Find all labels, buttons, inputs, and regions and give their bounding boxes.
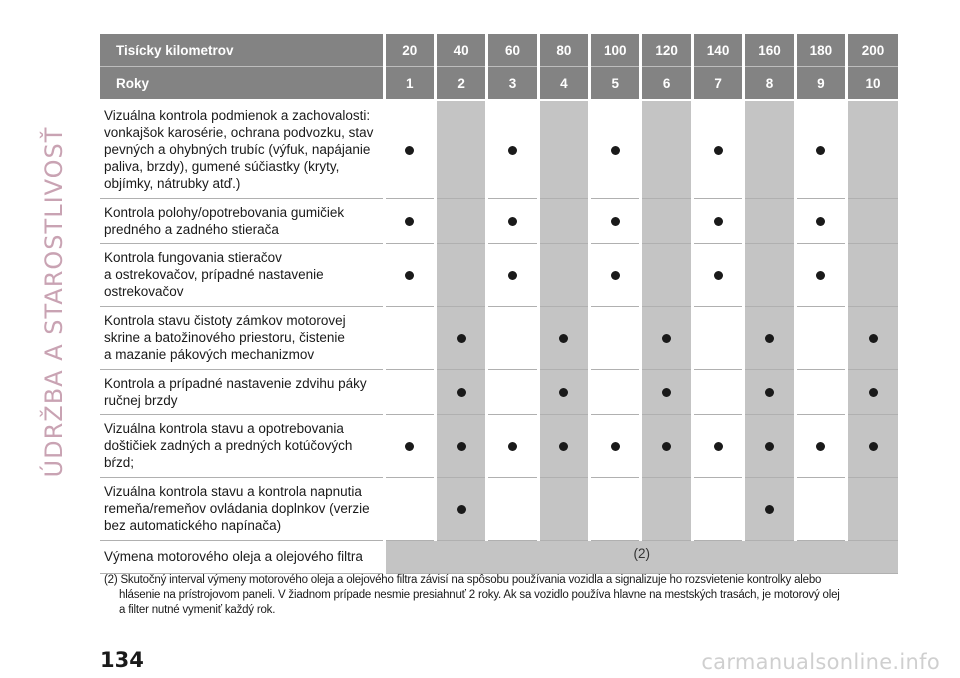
schedule-cell <box>641 243 692 306</box>
schedule-cell <box>744 369 795 414</box>
check-dot-icon <box>457 388 466 397</box>
check-dot-icon <box>508 271 517 280</box>
km-header-label: Tisícky kilometrov <box>100 34 384 67</box>
schedule-cell <box>590 243 641 306</box>
km-header-cell: 180 <box>795 34 846 67</box>
year-header-cell: 2 <box>435 67 486 101</box>
row-description: Výmena motorového oleja a olejového filtra <box>100 540 384 573</box>
schedule-cell <box>847 369 898 414</box>
check-dot-icon <box>611 442 620 451</box>
schedule-cell <box>590 477 641 540</box>
year-header-cell: 10 <box>847 67 898 101</box>
schedule-cell <box>692 100 743 198</box>
km-header-cell: 200 <box>847 34 898 67</box>
schedule-cell <box>641 477 692 540</box>
schedule-cell <box>590 369 641 414</box>
row-description-line: paliva, brzdy), gumené súčiastky (kryty, <box>104 158 340 174</box>
schedule-cell <box>384 198 435 243</box>
schedule-cell <box>692 369 743 414</box>
schedule-cell <box>384 100 435 198</box>
schedule-cell <box>538 100 589 198</box>
schedule-cell <box>538 306 589 369</box>
schedule-cell <box>384 306 435 369</box>
schedule-cell <box>590 198 641 243</box>
check-dot-icon <box>405 146 414 155</box>
row-description-line: bez automatického napínača) <box>104 518 282 533</box>
schedule-cell <box>692 477 743 540</box>
check-dot-icon <box>765 442 774 451</box>
check-dot-icon <box>869 388 878 397</box>
row-description-line: ostrekovačov <box>104 284 184 299</box>
row-description-line: objímky, nátrubky atď.) <box>104 175 241 191</box>
km-header-cell: 80 <box>538 34 589 67</box>
row-description-line: bŕzd; <box>104 455 135 470</box>
schedule-cell <box>435 369 486 414</box>
check-dot-icon <box>816 146 825 155</box>
check-dot-icon <box>662 442 671 451</box>
schedule-cell <box>692 306 743 369</box>
check-dot-icon <box>714 271 723 280</box>
schedule-cell <box>435 414 486 477</box>
schedule-cell <box>744 243 795 306</box>
km-header-row <box>100 34 898 67</box>
schedule-cell <box>641 198 692 243</box>
footnote <box>104 573 900 618</box>
check-dot-icon <box>662 388 671 397</box>
row-description-line: a ostrekovačov, prípadné nastavenie <box>104 267 324 282</box>
schedule-cell <box>847 477 898 540</box>
schedule-cell <box>692 198 743 243</box>
check-dot-icon <box>405 271 414 280</box>
check-dot-icon <box>405 217 414 226</box>
schedule-cell <box>435 306 486 369</box>
row-description-line: skrine a batožinového priestoru, čistenie <box>104 330 345 345</box>
km-header-cell: 40 <box>435 34 486 67</box>
check-dot-icon <box>765 505 774 514</box>
schedule-cell <box>795 198 846 243</box>
row-description <box>100 198 384 243</box>
table-row-oil-change <box>100 540 898 573</box>
schedule-cell <box>795 306 846 369</box>
km-header-cell: 20 <box>384 34 435 67</box>
row-description-line: vonkajšok karosérie, ochrana podvozku, stav <box>104 124 374 140</box>
check-dot-icon <box>405 442 414 451</box>
schedule-cell <box>384 477 435 540</box>
table-row <box>100 414 898 477</box>
oil-change-note-cell: (2) <box>384 540 898 573</box>
schedule-cell <box>590 306 641 369</box>
schedule-cell <box>744 100 795 198</box>
schedule-cell <box>487 243 538 306</box>
year-header-cell: 1 <box>384 67 435 101</box>
check-dot-icon <box>559 442 568 451</box>
check-dot-icon <box>611 146 620 155</box>
check-dot-icon <box>611 271 620 280</box>
schedule-cell <box>847 100 898 198</box>
schedule-cell <box>744 414 795 477</box>
schedule-cell <box>847 414 898 477</box>
schedule-cell <box>641 306 692 369</box>
year-header-cell: 5 <box>590 67 641 101</box>
table-row <box>100 100 898 198</box>
check-dot-icon <box>816 442 825 451</box>
schedule-cell <box>384 414 435 477</box>
check-dot-icon <box>662 334 671 343</box>
schedule-cell <box>795 369 846 414</box>
schedule-cell <box>641 100 692 198</box>
year-header-cell: 7 <box>692 67 743 101</box>
schedule-cell <box>538 477 589 540</box>
year-header-cell: 9 <box>795 67 846 101</box>
schedule-cell <box>795 477 846 540</box>
year-header-cell: 3 <box>487 67 538 101</box>
schedule-cell <box>847 243 898 306</box>
schedule-cell <box>538 369 589 414</box>
schedule-cell <box>435 198 486 243</box>
schedule-cell <box>538 243 589 306</box>
check-dot-icon <box>508 442 517 451</box>
year-header-cell: 6 <box>641 67 692 101</box>
table-row <box>100 306 898 369</box>
row-description <box>100 477 384 540</box>
schedule-cell <box>487 100 538 198</box>
check-dot-icon <box>869 334 878 343</box>
check-dot-icon <box>457 505 466 514</box>
schedule-cell <box>538 198 589 243</box>
schedule-cell <box>384 369 435 414</box>
check-dot-icon <box>869 442 878 451</box>
page-number: 134 <box>100 648 144 672</box>
table-row <box>100 198 898 243</box>
km-header-cell: 140 <box>692 34 743 67</box>
schedule-cell <box>744 198 795 243</box>
check-dot-icon <box>714 146 723 155</box>
schedule-cell <box>590 414 641 477</box>
km-header-cell: 160 <box>744 34 795 67</box>
schedule-cell <box>487 414 538 477</box>
year-header-cell: 8 <box>744 67 795 101</box>
check-dot-icon <box>765 388 774 397</box>
row-description <box>100 243 384 306</box>
schedule-cell <box>692 414 743 477</box>
check-dot-icon <box>559 334 568 343</box>
year-header-cell: 4 <box>538 67 589 101</box>
row-description-line: remeňa/remeňov ovládania doplnkov (verzie <box>104 501 370 516</box>
table-row <box>100 477 898 540</box>
row-description <box>100 369 384 414</box>
check-dot-icon <box>611 217 620 226</box>
schedule-cell <box>744 477 795 540</box>
schedule-cell <box>744 306 795 369</box>
schedule-cell <box>487 369 538 414</box>
schedule-cell <box>641 414 692 477</box>
schedule-cell <box>435 100 486 198</box>
schedule-cell <box>384 243 435 306</box>
footnote-line: hlásenie na prístrojovom paneli. V žiadnom prípade nesmie presiahnuť 2 roky. Ak sa vozidlo používa hlavne na mestských trasách, je motorový olej <box>119 589 840 601</box>
check-dot-icon <box>457 334 466 343</box>
row-description-line: predného a zadného stierača <box>104 221 279 237</box>
row-description-line: a mazanie pákových mechanizmov <box>104 347 315 362</box>
schedule-cell <box>487 306 538 369</box>
row-description-line: pevných a ohybných trubíc (výfuk, napájanie <box>104 141 371 157</box>
row-description <box>100 306 384 369</box>
schedule-cell <box>435 477 486 540</box>
check-dot-icon <box>559 388 568 397</box>
row-description-line: Kontrola a prípadné nastavenie zdvihu páky <box>104 375 367 391</box>
km-header-cell: 100 <box>590 34 641 67</box>
schedule-cell <box>435 243 486 306</box>
schedule-cell <box>795 100 846 198</box>
schedule-cell <box>590 100 641 198</box>
table-row <box>100 243 898 306</box>
check-dot-icon <box>508 217 517 226</box>
row-description-line: Vizuálna kontrola stavu a opotrebovania <box>104 421 344 436</box>
row-description-line: doštičiek zadných a predných kotúčových <box>104 438 353 453</box>
check-dot-icon <box>816 271 825 280</box>
schedule-cell <box>641 369 692 414</box>
maintenance-schedule-table <box>100 34 898 574</box>
section-title: ÚDRŽBA A STAROSTLIVOSŤ <box>40 126 68 478</box>
row-description-line: Kontrola polohy/opotrebovania gumičiek <box>104 204 345 220</box>
km-header-cell: 60 <box>487 34 538 67</box>
row-description-line: Vizuálna kontrola stavu a kontrola napnutia <box>104 484 362 499</box>
footnote-line: (2) Skutočný interval výmeny motorového oleja a olejového filtra závisí na spôsobu používania vozidla a signalizuje ho rozsvietenie kontrolky alebo <box>104 574 822 586</box>
schedule-cell <box>538 414 589 477</box>
watermark: carmanualsonline.info <box>701 650 940 674</box>
schedule-cell <box>692 243 743 306</box>
schedule-cell <box>795 243 846 306</box>
row-description <box>100 414 384 477</box>
footnote-line: a filter nutné vymeniť každý rok. <box>119 604 276 616</box>
schedule-cell <box>487 198 538 243</box>
check-dot-icon <box>714 442 723 451</box>
check-dot-icon <box>714 217 723 226</box>
year-header-label: Roky <box>100 67 384 101</box>
check-dot-icon <box>765 334 774 343</box>
check-dot-icon <box>816 217 825 226</box>
km-header-cell: 120 <box>641 34 692 67</box>
check-dot-icon <box>457 442 466 451</box>
table-row <box>100 369 898 414</box>
row-description-line: ručnej brzdy <box>104 392 178 408</box>
year-header-row <box>100 67 898 101</box>
check-dot-icon <box>508 146 517 155</box>
schedule-cell <box>487 477 538 540</box>
schedule-cell <box>847 306 898 369</box>
row-description-line: Kontrola fungovania stieračov <box>104 250 282 265</box>
schedule-cell <box>795 414 846 477</box>
schedule-cell <box>847 198 898 243</box>
row-description-line: Vizuálna kontrola podmienok a zachovalosti: <box>104 107 371 123</box>
row-description-line: Kontrola stavu čistoty zámkov motorovej <box>104 313 346 328</box>
row-description <box>100 100 384 198</box>
